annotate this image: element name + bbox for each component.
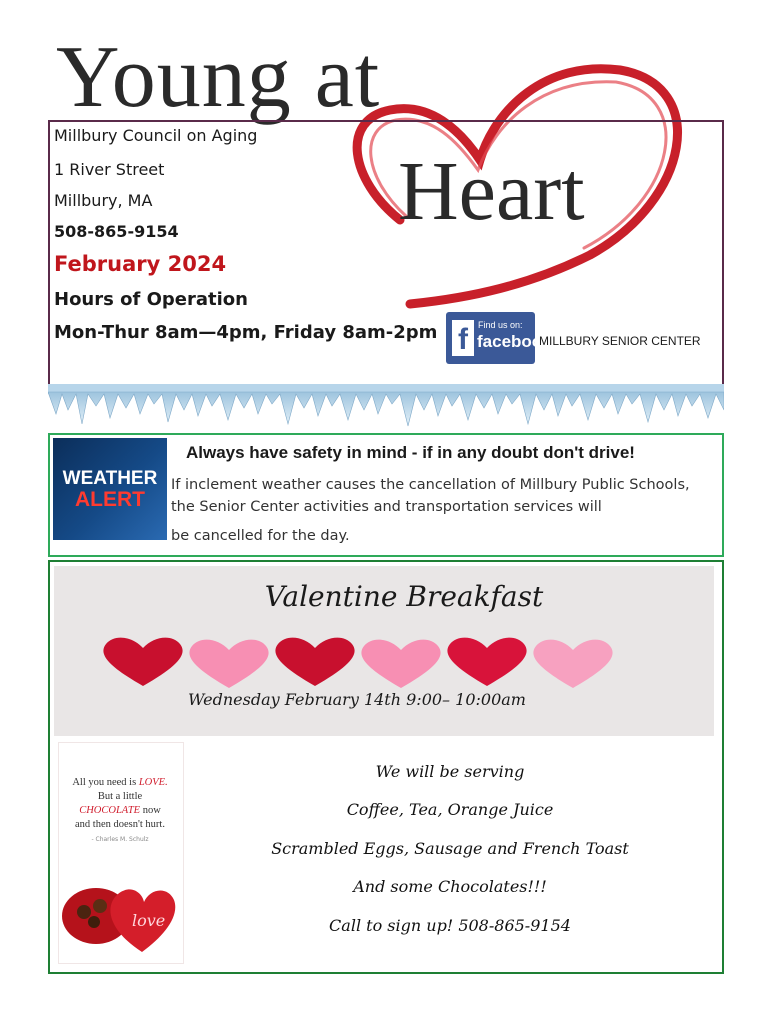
issue-month: February 2024 bbox=[54, 252, 227, 276]
menu-intro: We will be serving bbox=[375, 762, 525, 781]
facebook-icon: f bbox=[452, 320, 474, 356]
phone-number: 508-865-9154 bbox=[54, 222, 179, 241]
paper-hearts-garland bbox=[98, 634, 678, 690]
weather-text-line-1: If inclement weather causes the cancellation of Millbury Public Schools, bbox=[171, 477, 690, 493]
menu-chocolates: And some Chocolates!!! bbox=[353, 877, 547, 896]
tin-love-text: love bbox=[132, 911, 166, 930]
hours-heading: Hours of Operation bbox=[54, 289, 248, 310]
quote-chocolate: CHOCOLATE bbox=[79, 805, 141, 816]
weather-alert-word: WEATHER bbox=[62, 468, 158, 489]
valentine-date-time: Wednesday February 14th 9:00– 10:00am bbox=[188, 690, 526, 709]
quote-part-a: All you need is bbox=[72, 777, 139, 788]
weather-alert-image bbox=[53, 438, 167, 540]
org-name: Millbury Council on Aging bbox=[54, 126, 258, 145]
masthead-heart-word: Heart bbox=[398, 145, 585, 238]
quote-attribution: - Charles M. Schulz bbox=[91, 836, 149, 843]
quote-part-b: But a little bbox=[97, 791, 143, 802]
quote-love: LOVE. bbox=[138, 777, 168, 788]
menu-signup-call: Call to sign up! 508-865-9154 bbox=[329, 916, 571, 935]
alert-word: ALERT bbox=[75, 488, 145, 511]
quote-part-d: and then doesn't hurt. bbox=[75, 819, 165, 830]
facebook-badge[interactable] bbox=[446, 312, 552, 364]
facebook-page-label: MILLBURY SENIOR CENTER bbox=[539, 334, 701, 348]
weather-heading: Always have safety in mind - if in any doubt don't drive! bbox=[186, 443, 635, 462]
facebook-wordmark: facebook bbox=[477, 332, 552, 351]
heart-tin-illustration bbox=[60, 856, 180, 956]
weather-text-line-2: the Senior Center activities and transportation services will bbox=[171, 499, 602, 515]
icicles-decoration bbox=[48, 384, 724, 430]
quote-part-c: now bbox=[140, 805, 161, 816]
chocolate-quote bbox=[64, 776, 176, 832]
hours-text: Mon-Thur 8am—4pm, Friday 8am-2pm bbox=[54, 322, 438, 343]
facebook-find-us: Find us on: bbox=[478, 320, 523, 330]
street-address: 1 River Street bbox=[54, 160, 165, 179]
masthead-title: Young at bbox=[56, 29, 381, 126]
valentine-title: Valentine Breakfast bbox=[264, 580, 544, 613]
menu-food: Scrambled Eggs, Sausage and French Toast bbox=[271, 839, 629, 858]
city-state: Millbury, MA bbox=[54, 191, 153, 210]
weather-text-line-3: be cancelled for the day. bbox=[171, 528, 350, 544]
menu-drinks: Coffee, Tea, Orange Juice bbox=[346, 800, 554, 819]
valentine-banner bbox=[54, 566, 714, 736]
